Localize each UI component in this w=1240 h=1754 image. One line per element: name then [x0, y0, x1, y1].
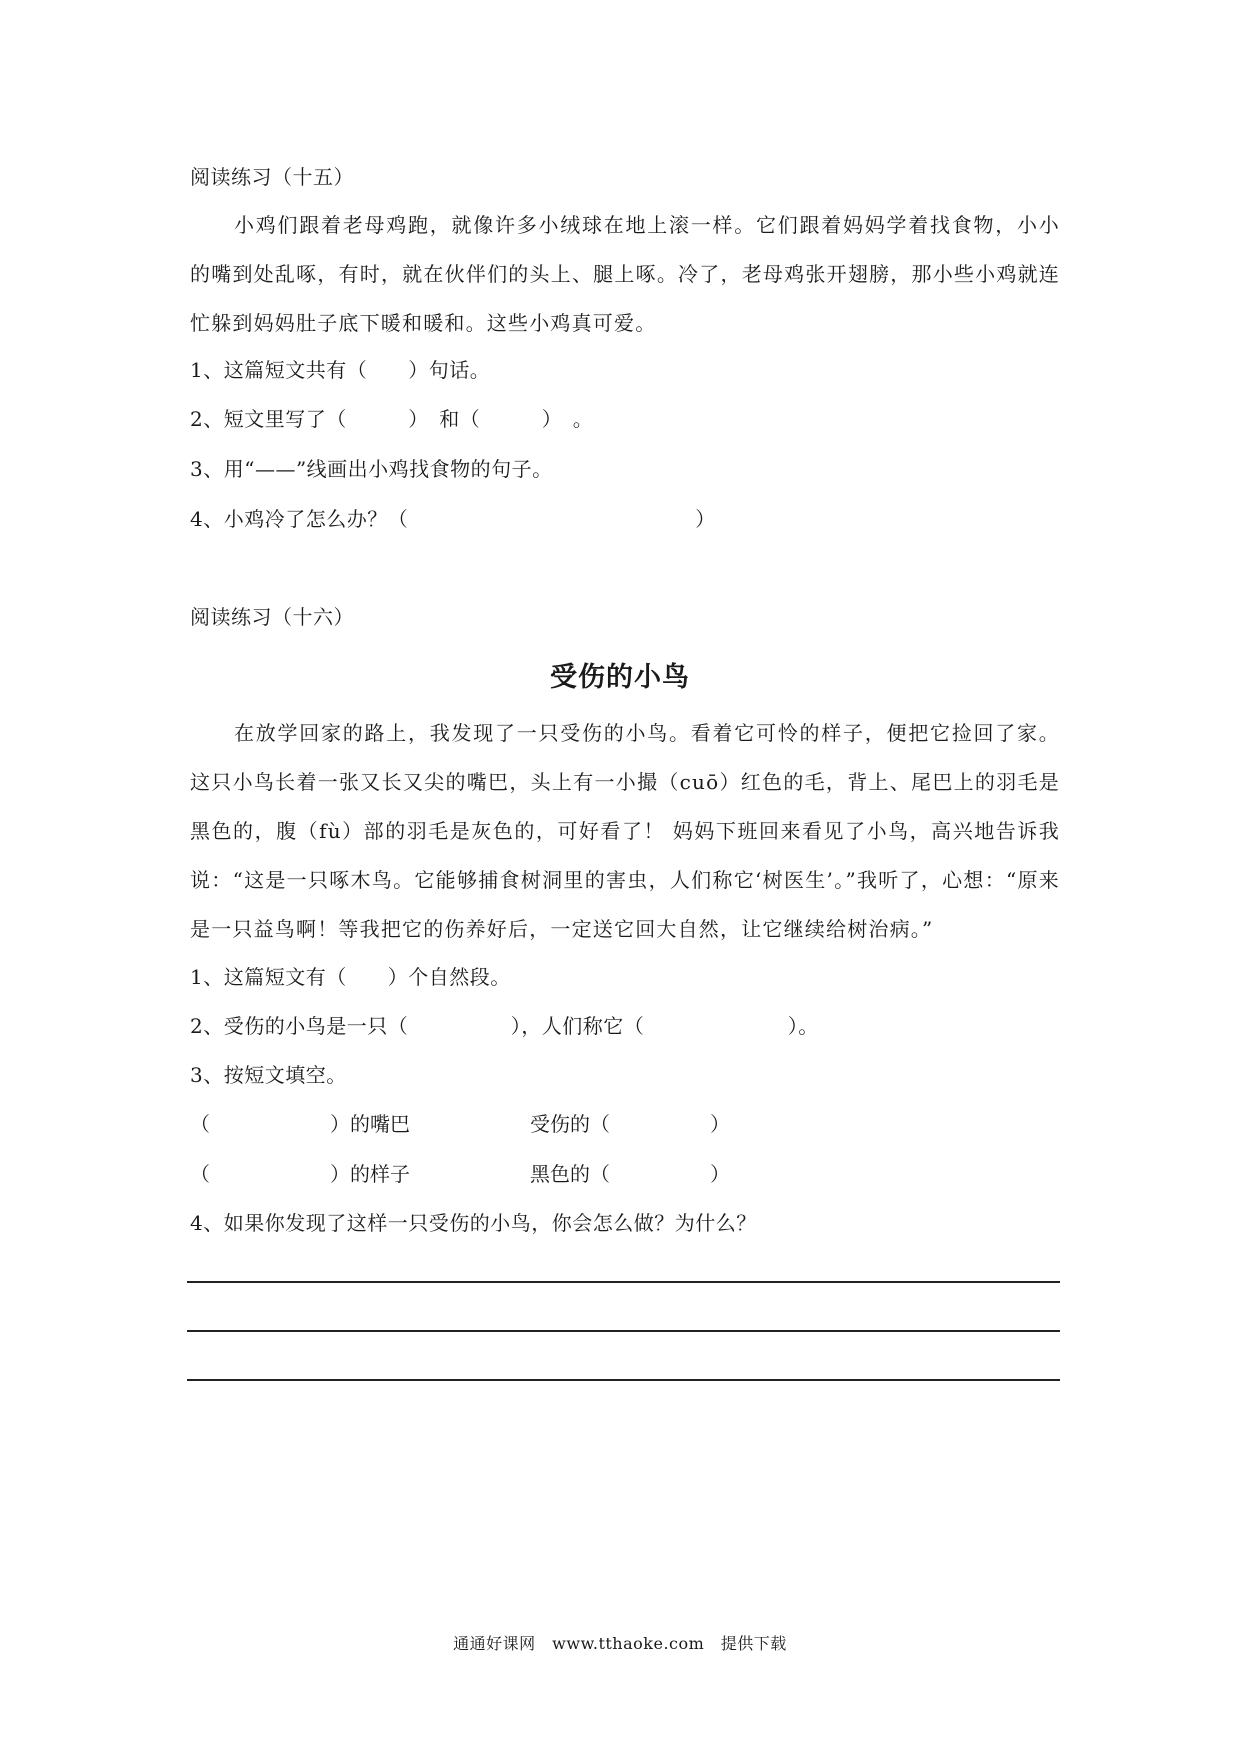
- page-footer: 通通好课网 www.tthaoke.com 提供下载: [453, 1634, 787, 1653]
- section-15-passage: 小鸡们跟着老母鸡跑，就像许多小绒球在地上滚一样。它们跟着妈妈学着找食物，小小的嘴到处乱啄，有时，就在伙伴们的头上、腿上啄。冷了，老母鸡张开翅膀，那小些小鸡就连忙躲到妈妈肚子底下暖和暖和。这些小鸡真可爱。: [190, 213, 1060, 335]
- section-16-question-2: 2、受伤的小鸟是一只（ ），人们称它（ ）。: [190, 1014, 819, 1038]
- story-title: 受伤的小鸟: [550, 662, 690, 693]
- section-15-heading: 阅读练习（十五）: [190, 165, 354, 189]
- section-16-question-1: 1、这篇短文有（ ）个自然段。: [190, 965, 511, 989]
- section-15-question-4: 4、小鸡冷了怎么办？（ ）: [190, 507, 716, 531]
- answer-line: [187, 1330, 1060, 1332]
- section-16-question-3: 3、按短文填空。: [190, 1063, 347, 1087]
- section-15-question-1: 1、这篇短文共有（ ）句话。: [190, 358, 491, 382]
- fill-blank-look: （ ）的样子: [190, 1162, 410, 1186]
- section-15-question-2: 2、短文里写了（ ） 和（ ） 。: [190, 407, 594, 431]
- section-16-passage: 在放学回家的路上，我发现了一只受伤的小鸟。看着它可怜的样子，便把它捡回了家。这只小鸟长着一张又长又尖的嘴巴，头上有一小撮（cuō）红色的毛，背上、尾巴上的羽毛是黑色的，腹（fù）部的羽毛是灰色的，可好看了！ 妈妈下班回来看见了小鸟，高兴地告诉我说：“这是一只啄木鸟。它能够捕食树洞里的害虫，人们称它‘树医生’。”我听了，心想：“原来是一只益鸟啊！等我把它的伤养好后，一定送它回大自然，让它继续给树治病。”: [190, 721, 1060, 941]
- answer-line: [187, 1379, 1060, 1381]
- fill-blank-mouth: （ ）的嘴巴: [190, 1112, 410, 1136]
- section-16-question-4: 4、如果你发现了这样一只受伤的小鸟，你会怎么做？为什么？: [190, 1211, 757, 1235]
- section-16-heading: 阅读练习（十六）: [190, 605, 354, 629]
- fill-blank-black: 黑色的（ ）: [530, 1162, 730, 1186]
- answer-line: [187, 1281, 1060, 1283]
- section-15-question-3: 3、用“——”线画出小鸡找食物的句子。: [190, 457, 553, 481]
- fill-blank-injured: 受伤的（ ）: [530, 1112, 730, 1136]
